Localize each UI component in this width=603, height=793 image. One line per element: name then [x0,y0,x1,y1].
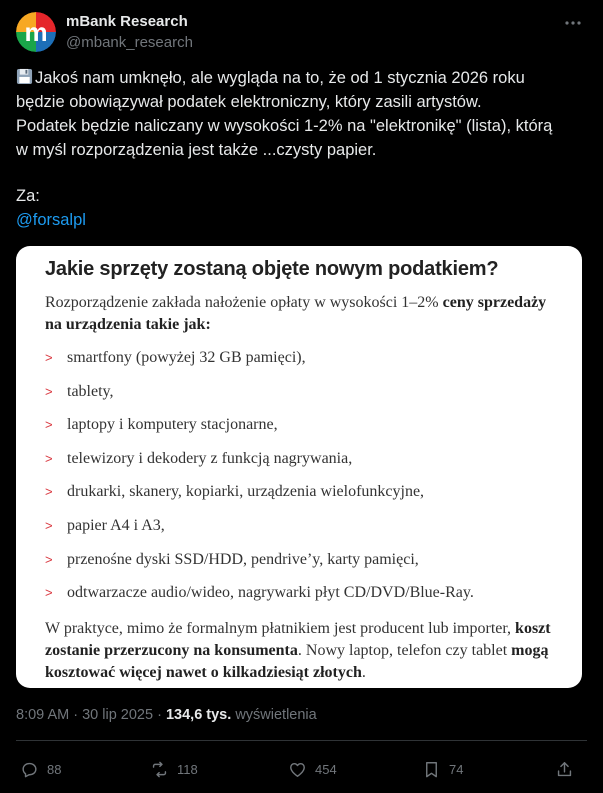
card-intro: Rozporządzenie zakłada nałożenie opłaty w wysokości 1–2% ceny sprzedaży na urządzenia takie jak: [45,294,547,333]
card-outro: W praktyce, mimo że formalnym płatnikiem jest producent lub importer, koszt zostanie przerzucony na konsumenta. Nowy laptop, telefon czy tablet mogą kosztować więcej nawet o kilkadziesiąt złotych. [45,620,551,681]
mbank-logo-icon [16,12,56,52]
share-icon [555,760,574,779]
like-button[interactable] [288,758,337,780]
list-item: > tablety, [45,382,114,400]
chevron-right-icon: > [45,517,53,533]
chevron-right-icon: > [45,484,53,500]
list-item: > papier A4 i A3, [45,516,165,534]
list-item: > przenośne dyski SSD/HDD, pendrive’y, karty pamięci, [45,550,419,568]
more-dots-icon [564,14,582,32]
views-count: 134,6 tys. [165,707,232,723]
repost-count: 118 [177,761,198,777]
list-item: > telewizory i dekodery z funkcją nagrywania, [45,449,353,467]
tweet-line-2: będzie obowiązywał podatek elektroniczny, który zasili artystów. [16,93,482,111]
repost-icon [150,760,169,779]
device-list [45,349,474,618]
chevron-right-icon: > [45,383,53,399]
attached-image[interactable] [16,246,582,688]
list-item: > drukarki, skanery, kopiarki, urządzenia wielofunkcyjne, [45,483,425,501]
list-item: > smartfony (powyżej 32 GB pamięci), [45,349,306,366]
tweet-date[interactable]: 30 lip 2025 [82,707,154,723]
tweet-blank-line [16,162,586,184]
chevron-right-icon: > [45,585,53,601]
bookmark-count: 74 [449,761,464,777]
repost-button[interactable] [150,758,198,780]
author-handle[interactable]: @mbank_research [66,34,193,51]
floppy-disk-icon [16,68,33,85]
tweet-text [16,66,586,232]
tweet-line-1: Jakoś nam umknęło, ale wygląda na to, że od 1 stycznia 2026 roku [16,66,586,90]
svg-text:m: m [24,17,48,47]
tweet-line-3: Podatek będzie naliczany w wysokości 1-2% na "elektronikę" (lista), którą [16,117,553,135]
author-name[interactable]: mBank Research [66,13,188,30]
chevron-right-icon: > [45,450,53,466]
more-options-button[interactable] [562,12,584,34]
chevron-right-icon: > [45,350,53,365]
reply-count: 88 [47,761,62,777]
chevron-right-icon: > [45,551,53,567]
tweet-time[interactable]: 8:09 AM [16,707,70,723]
list-item: > laptopy i komputery stacjonarne, [45,416,278,434]
divider [16,740,587,741]
bookmark-icon [422,760,441,779]
list-item: > odtwarzacze audio/wideo, nagrywarki płyt CD/DVD/Blue-Ray. [45,584,474,602]
like-count: 454 [315,761,337,777]
reply-icon [20,760,39,779]
mention-link[interactable]: @forsalpl [16,211,86,229]
card-title: Jakie sprzęty zostaną objęte nowym podatkiem? [45,258,499,280]
chevron-right-icon: > [45,417,53,433]
share-button[interactable] [555,758,582,780]
bookmark-button[interactable] [422,758,463,780]
heart-icon [288,760,307,779]
avatar[interactable] [16,12,56,52]
tweet-meta: 8:09 AM · 30 lip 2025 · 134,6 tys. wyświetlenia [16,707,317,723]
views-label: wyświetlenia [235,707,317,723]
tweet-source-label: Za: [16,187,40,205]
tweet-line-4: w myśl rozporządzenia jest także ...czysty papier. [16,141,377,159]
reply-button[interactable] [20,758,61,780]
